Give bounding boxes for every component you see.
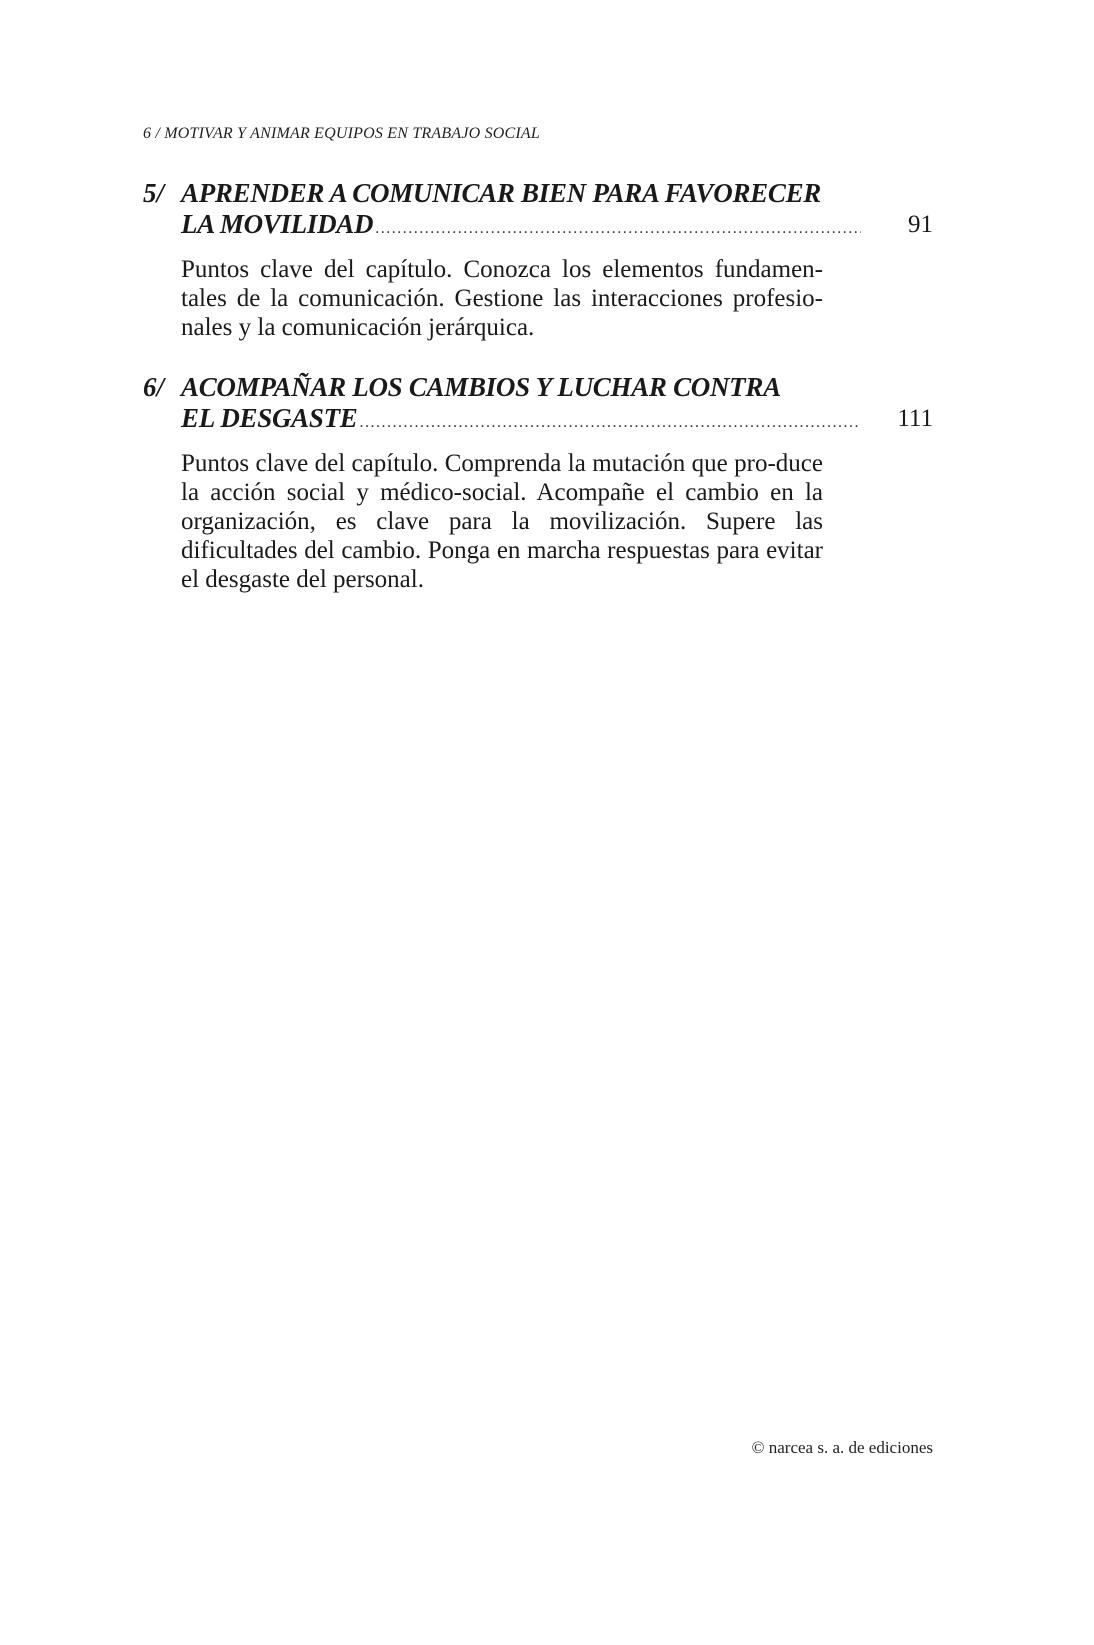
- chapter-title-line1: ACOMPAÑAR LOS CAMBIOS Y LUCHAR CONTRA: [181, 372, 781, 402]
- chapter-title-line2-text: LA MOVILIDAD: [181, 209, 374, 239]
- page-number[interactable]: 91: [908, 211, 933, 238]
- chapter-title-line2: [181, 209, 861, 244]
- dot-leader: [360, 407, 862, 438]
- toc-entry-chapter-6[interactable]: [143, 372, 933, 594]
- chapter-heading[interactable]: [143, 178, 933, 244]
- chapter-number: 5/: [143, 178, 165, 208]
- dot-leader: [375, 213, 861, 244]
- page-number[interactable]: 111: [897, 405, 933, 432]
- chapter-summary: Puntos clave del capítulo. Conozca los elementos fundamen-tales de la comunicación. Gestione las interacciones profesio-nales y la comunicación jerárquica.: [181, 256, 823, 341]
- chapter-summary: Puntos clave del capítulo. Comprenda la mutación que pro-duce la acción social y médico-social. Acompañe el cambio en la organización, es clave para la movilización. Supere las dificultades del cambio. Ponga en marcha respuestas para evitar el desgaste del personal.: [181, 450, 823, 593]
- copyright-footer: © narcea s. a. de ediciones: [751, 1438, 933, 1457]
- chapter-title-line2-text: EL DESGASTE: [181, 403, 358, 433]
- chapter-title-line1: APRENDER A COMUNICAR BIEN PARA FAVORECER: [181, 178, 821, 208]
- chapter-number: 6/: [143, 372, 165, 402]
- chapter-title-line2: [181, 403, 861, 438]
- running-head: 6 / MOTIVAR Y ANIMAR EQUIPOS EN TRABAJO SOCIAL: [143, 125, 541, 142]
- toc-entry-chapter-5[interactable]: [143, 178, 933, 342]
- chapter-heading[interactable]: [143, 372, 933, 438]
